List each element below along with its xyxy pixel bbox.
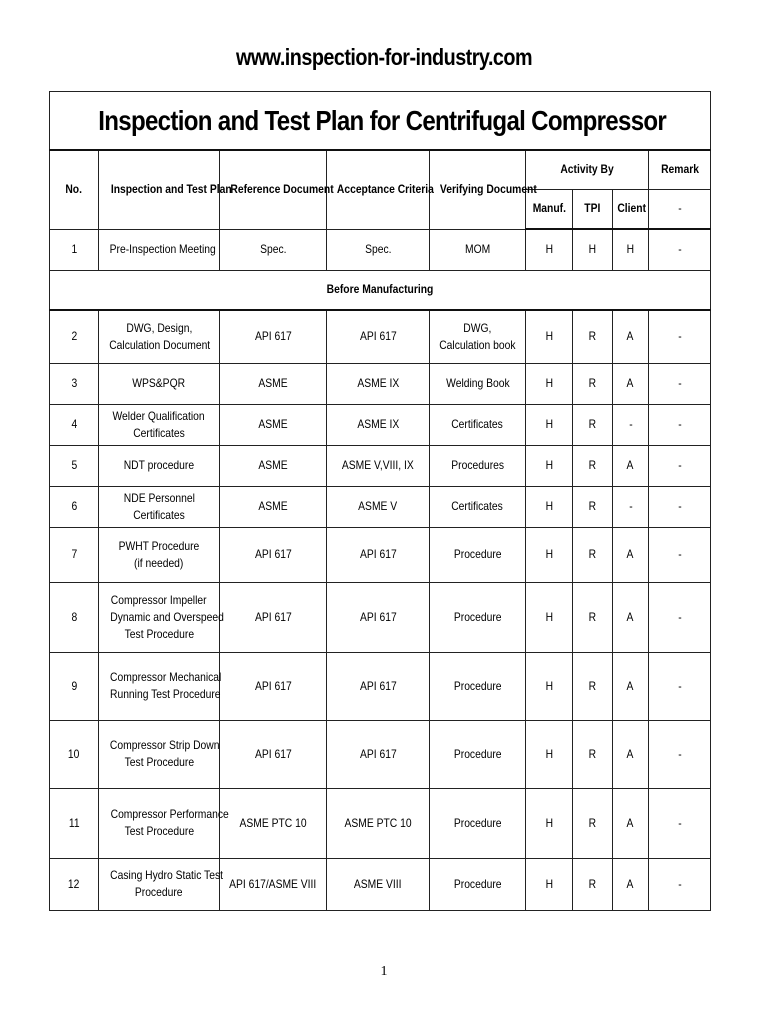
row-manuf: H	[526, 652, 573, 720]
row-verifying: Procedure	[430, 652, 526, 720]
header-client: Client	[613, 189, 649, 229]
row-reference: ASME	[220, 486, 327, 527]
table-row	[50, 404, 711, 445]
header-manuf: Manuf.	[526, 189, 573, 229]
row-client: A	[613, 582, 649, 652]
header-tpi: TPI	[573, 189, 613, 229]
row-verifying: Procedures	[430, 445, 526, 486]
row-verifying: Welding Book	[430, 363, 526, 404]
table-row	[50, 445, 711, 486]
header-remark-sub: -	[649, 189, 711, 229]
row-tpi: R	[573, 486, 613, 527]
row-manuf: H	[526, 582, 573, 652]
row-plan: Compressor Performance Test Procedure	[99, 788, 220, 858]
page-number: 1	[380, 964, 388, 979]
row-no: 12	[50, 858, 99, 910]
row-remark: -	[649, 652, 711, 720]
row-tpi: R	[573, 527, 613, 582]
row-plan: Casing Hydro Static Test Procedure	[99, 858, 220, 910]
row-client: A	[613, 788, 649, 858]
itp-table	[49, 91, 711, 911]
row-tpi: R	[573, 720, 613, 788]
row-verifying: Procedure	[430, 720, 526, 788]
header-reference: Reference Document	[220, 150, 327, 229]
header-remark: Remark	[649, 150, 711, 189]
row-plan: NDT procedure	[99, 445, 220, 486]
row-client: A	[613, 527, 649, 582]
row-no: 2	[50, 310, 99, 363]
row-criteria: ASME V	[327, 486, 430, 527]
row-no: 7	[50, 527, 99, 582]
row-criteria: API 617	[327, 652, 430, 720]
row-criteria: API 617	[327, 527, 430, 582]
row-reference: ASME	[220, 404, 327, 445]
table-row	[50, 858, 711, 910]
row-reference: ASME	[220, 445, 327, 486]
row-reference: Spec.	[220, 229, 327, 270]
row-tpi: R	[573, 652, 613, 720]
row-tpi: R	[573, 310, 613, 363]
row-reference: API 617	[220, 527, 327, 582]
site-url: www.inspection-for-industry.com	[235, 44, 533, 70]
row-no: 5	[50, 445, 99, 486]
row-tpi: R	[573, 582, 613, 652]
table-row	[50, 720, 711, 788]
row-plan: DWG, Design, Calculation Document	[99, 310, 220, 363]
row-verifying: MOM	[430, 229, 526, 270]
row-client: -	[613, 486, 649, 527]
table-row	[50, 788, 711, 858]
row-tpi: R	[573, 404, 613, 445]
row-remark: -	[649, 445, 711, 486]
row-no: 6	[50, 486, 99, 527]
row-manuf: H	[526, 310, 573, 363]
table-row	[50, 486, 711, 527]
row-remark: -	[649, 858, 711, 910]
row-plan: Welder Qualification Certificates	[99, 404, 220, 445]
row-client: -	[613, 404, 649, 445]
row-plan: Compressor Strip Down Test Procedure	[99, 720, 220, 788]
document-title: Inspection and Test Plan for Centrifugal Compressor	[50, 92, 711, 151]
row-client: A	[613, 858, 649, 910]
row-plan: Compressor Mechanical Running Test Procedure	[99, 652, 220, 720]
row-reference: API 617	[220, 720, 327, 788]
row-remark: -	[649, 788, 711, 858]
row-verifying: Procedure	[430, 858, 526, 910]
row-remark: -	[649, 310, 711, 363]
row-plan: NDE Personnel Certificates	[99, 486, 220, 527]
row-reference: API 617	[220, 652, 327, 720]
row-plan: Pre-Inspection Meeting	[99, 229, 220, 270]
row-no: 8	[50, 582, 99, 652]
row-verifying: Procedure	[430, 527, 526, 582]
row-client: A	[613, 310, 649, 363]
table-row	[50, 527, 711, 582]
table-row	[50, 310, 711, 363]
row-remark: -	[649, 527, 711, 582]
row-reference: ASME PTC 10	[220, 788, 327, 858]
row-remark: -	[649, 363, 711, 404]
table-row	[50, 652, 711, 720]
row-tpi: H	[573, 229, 613, 270]
row-plan: Compressor Impeller Dynamic and Overspeed Test Procedure	[99, 582, 220, 652]
row-criteria: API 617	[327, 582, 430, 652]
row-remark: -	[649, 486, 711, 527]
row-manuf: H	[526, 229, 573, 270]
row-tpi: R	[573, 445, 613, 486]
row-manuf: H	[526, 445, 573, 486]
section-heading: Before Manufacturing	[50, 270, 711, 310]
row-criteria: API 617	[327, 720, 430, 788]
row-criteria: ASME PTC 10	[327, 788, 430, 858]
row-no: 9	[50, 652, 99, 720]
row-remark: -	[649, 582, 711, 652]
row-verifying: Certificates	[430, 404, 526, 445]
row-no: 4	[50, 404, 99, 445]
row-no: 3	[50, 363, 99, 404]
row-reference: API 617	[220, 582, 327, 652]
header-verifying: Verifying Document	[430, 150, 526, 229]
row-manuf: H	[526, 404, 573, 445]
row-manuf: H	[526, 486, 573, 527]
row-client: A	[613, 720, 649, 788]
row-manuf: H	[526, 788, 573, 858]
row-criteria: ASME V,VIII, IX	[327, 445, 430, 486]
row-remark: -	[649, 229, 711, 270]
row-plan: PWHT Procedure (if needed)	[99, 527, 220, 582]
row-remark: -	[649, 404, 711, 445]
row-plan: WPS&PQR	[99, 363, 220, 404]
row-criteria: Spec.	[327, 229, 430, 270]
header-acceptance: Acceptance Criteria	[327, 150, 430, 229]
row-reference: API 617/ASME VIII	[220, 858, 327, 910]
row-remark: -	[649, 720, 711, 788]
table-row	[50, 229, 711, 270]
row-tpi: R	[573, 858, 613, 910]
row-verifying: DWG, Calculation book	[430, 310, 526, 363]
row-tpi: R	[573, 363, 613, 404]
row-client: A	[613, 652, 649, 720]
row-tpi: R	[573, 788, 613, 858]
row-no: 1	[50, 229, 99, 270]
row-manuf: H	[526, 858, 573, 910]
row-manuf: H	[526, 363, 573, 404]
row-reference: ASME	[220, 363, 327, 404]
row-client: A	[613, 445, 649, 486]
header-no: No.	[50, 150, 99, 229]
row-criteria: ASME VIII	[327, 858, 430, 910]
row-no: 10	[50, 720, 99, 788]
row-criteria: API 617	[327, 310, 430, 363]
row-manuf: H	[526, 527, 573, 582]
row-criteria: ASME IX	[327, 404, 430, 445]
row-verifying: Procedure	[430, 788, 526, 858]
row-verifying: Certificates	[430, 486, 526, 527]
row-manuf: H	[526, 720, 573, 788]
header-activity-by: Activity By	[526, 150, 649, 189]
row-reference: API 617	[220, 310, 327, 363]
header-plan: Inspection and Test Plan	[99, 150, 220, 229]
row-client: A	[613, 363, 649, 404]
table-row	[50, 363, 711, 404]
table-row	[50, 582, 711, 652]
row-client: H	[613, 229, 649, 270]
row-verifying: Procedure	[430, 582, 526, 652]
row-criteria: ASME IX	[327, 363, 430, 404]
row-no: 11	[50, 788, 99, 858]
